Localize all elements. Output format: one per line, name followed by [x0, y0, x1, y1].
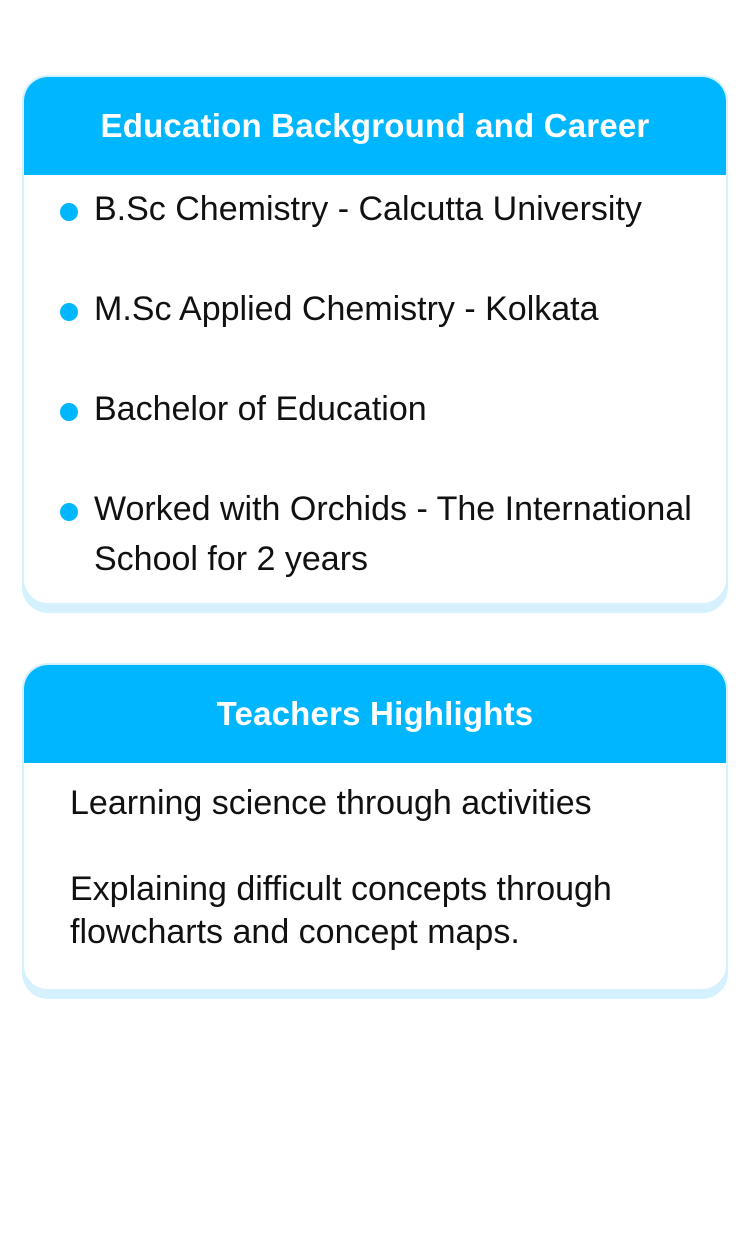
education-card: [22, 75, 728, 605]
bullet-dot-icon: [60, 403, 78, 421]
education-card-title: Education Background and Career: [100, 107, 650, 144]
bullet-dot-icon: [60, 503, 78, 521]
highlights-card: [22, 663, 728, 991]
education-item-text: M.Sc Applied Chemistry - Kolkata: [94, 290, 599, 328]
education-list-item: [60, 391, 700, 434]
highlight-item: Learning science through activities: [70, 784, 592, 822]
education-list-item: [60, 191, 700, 234]
education-list-item: [60, 491, 700, 584]
highlights-card-header: [24, 665, 726, 763]
bullet-dot-icon: [60, 303, 78, 321]
education-item-text: B.Sc Chemistry - Calcutta University: [94, 190, 642, 228]
bullet-dot-icon: [60, 203, 78, 221]
education-item-text: Worked with Orchids - The International School for 2 years: [94, 490, 692, 578]
education-item-text: Bachelor of Education: [94, 390, 427, 428]
education-card-header: [24, 77, 726, 175]
highlight-item: Explaining difficult concepts through flowcharts and concept maps.: [70, 870, 612, 951]
education-list-item: [60, 291, 700, 334]
highlights-card-title: Teachers Highlights: [216, 695, 534, 732]
